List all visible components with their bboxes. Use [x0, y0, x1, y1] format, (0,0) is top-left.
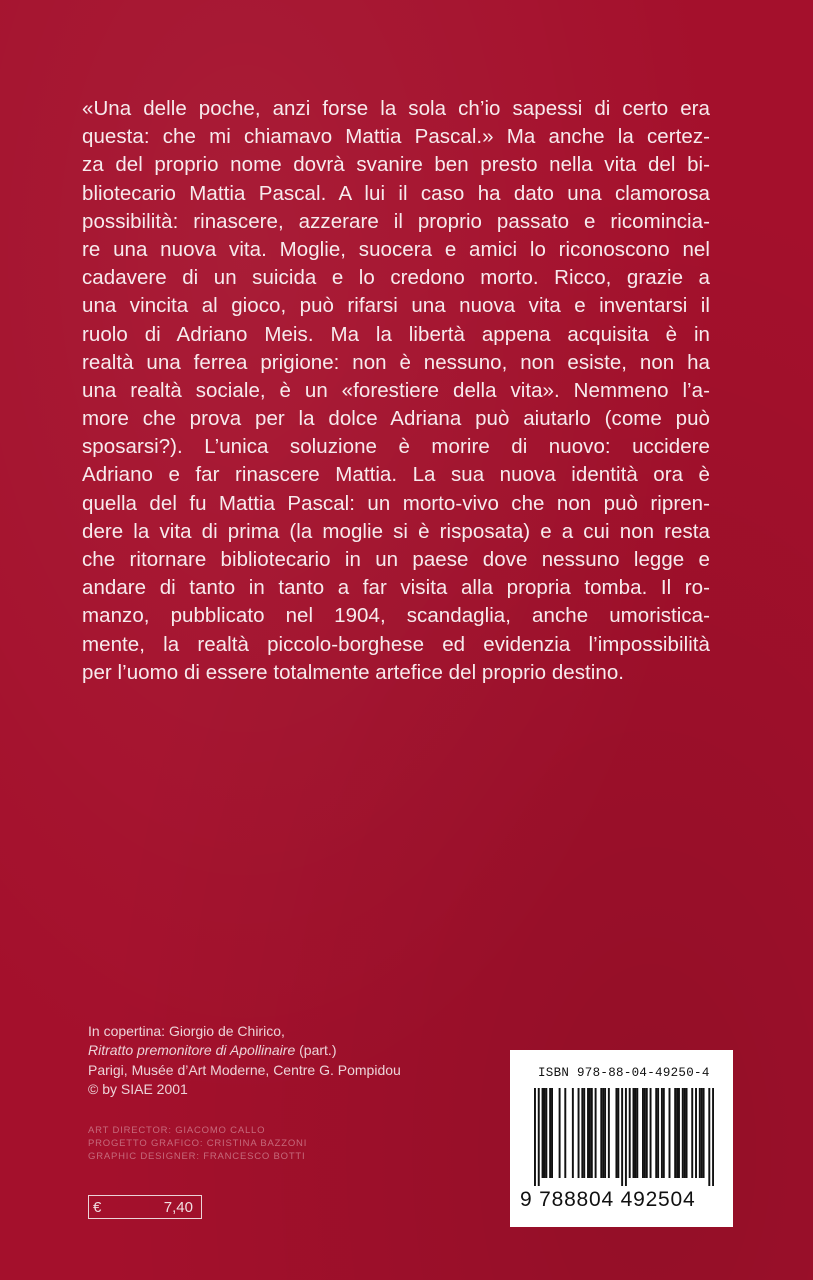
barcode-bar [543, 1088, 545, 1178]
synopsis-line: cadavere di un suicida e lo credono morto. Ricco, grazie a [82, 266, 710, 290]
barcode-bar [538, 1088, 540, 1186]
cover-artwork-title-line [88, 1041, 488, 1060]
art-director-credit: ART DIRECTOR: GIACOMO CALLO [88, 1125, 266, 1136]
synopsis-line: «Una delle poche, anzi forse la sola ch’io sapessi di certo era [82, 97, 710, 120]
barcode-bar [636, 1088, 638, 1178]
barcode-bar [644, 1088, 646, 1178]
barcode-bar [678, 1088, 680, 1178]
barcode-bar [703, 1088, 705, 1178]
cover-credit-line: In copertina: Giorgio de Chirico, [88, 1023, 285, 1039]
design-credits [88, 1124, 388, 1163]
barcode-bar [661, 1088, 663, 1178]
barcode-bar [629, 1088, 631, 1178]
barcode-bar [650, 1088, 652, 1178]
cover-credits [88, 1022, 488, 1099]
barcode-bar [545, 1088, 547, 1178]
barcode-bar [583, 1088, 585, 1178]
barcode-bar [534, 1088, 536, 1186]
synopsis-line: per l’uomo di essere totalmente artefice del proprio destino. [82, 660, 625, 684]
barcode-bar [617, 1088, 619, 1178]
synopsis-line: che ritornare bibliotecario in un paese dove nessuno legge e [82, 548, 710, 571]
synopsis-line: more che prova per la dolce Adriana può aiutarlo (come può [82, 407, 710, 431]
barcode-bar [646, 1088, 648, 1178]
synopsis-line: una realtà sociale, è un «forestiere della vita». Nemmeno l’a- [82, 378, 710, 402]
price-box [88, 1195, 202, 1219]
barcode-bar [657, 1088, 659, 1178]
synopsis-line: bliotecario Mattia Pascal. A lui il caso ha dato una clamorosa [82, 181, 710, 205]
synopsis-line: questa: che mi chiamavo Mattia Pascal.» Ma anche la certez- [82, 125, 710, 149]
barcode-bar [712, 1088, 714, 1186]
barcode-bar [600, 1088, 602, 1178]
barcode-bar [615, 1088, 617, 1178]
ean-digits: 9 788804 492504 [520, 1188, 696, 1211]
barcode-bar [625, 1088, 627, 1186]
cover-museum-line: Parigi, Musée d’Art Moderne, Centre G. Pompidou [88, 1061, 401, 1078]
barcode-icon [534, 1088, 714, 1186]
barcode-bar [655, 1088, 657, 1178]
barcode-bar [663, 1088, 665, 1178]
synopsis-line: dere la vita di prima (la moglie si è risposata) e a cui non resta [82, 519, 710, 543]
barcode-bar [691, 1088, 693, 1178]
barcode-bar [682, 1088, 684, 1178]
barcode-bar [674, 1088, 676, 1178]
synopsis-line: una vincita al gioco, può rifarsi una nuova vita e inventarsi il [82, 294, 710, 318]
euro-icon: € [93, 1198, 102, 1216]
synopsis-line: manzo, pubblicato nel 1904, scandaglia, anche umoristica- [82, 604, 710, 628]
synopsis-line: re una nuova vita. Moglie, suocera e amici lo riconoscono nel [82, 237, 710, 261]
synopsis-line: mente, la realtà piccolo-borghese ed evidenzia l’impossibilità [82, 632, 710, 656]
barcode-bar [621, 1088, 623, 1186]
barcode-panel [510, 1050, 733, 1227]
barcode-bar [608, 1088, 610, 1178]
barcode-bar [686, 1088, 688, 1178]
barcode-bar [591, 1088, 593, 1178]
barcode-bar [587, 1088, 589, 1178]
barcode-bar [695, 1088, 697, 1178]
synopsis-line: realtà una ferrea prigione: non è nessuno, non esiste, non ha [82, 350, 710, 374]
barcode-bar [684, 1088, 686, 1178]
barcode-bar [578, 1088, 580, 1178]
barcode-bar [633, 1088, 635, 1178]
barcode-bar [642, 1088, 644, 1178]
synopsis-line: Adriano e far rinascere Mattia. La sua nuova identità ora è [82, 463, 710, 487]
barcode-bar [701, 1088, 703, 1178]
copyright-line: © by SIAE 2001 [88, 1080, 188, 1097]
synopsis-line: quella del fu Mattia Pascal: un morto-vivo che non può ripren- [82, 491, 710, 515]
isbn-label: ISBN 978-88-04-49250-4 [538, 1066, 710, 1080]
barcode-bar [589, 1088, 591, 1178]
barcode-bar [602, 1088, 604, 1178]
barcode-bar [634, 1088, 636, 1178]
barcode-bar [564, 1088, 566, 1178]
synopsis-line: sposarsi?). L’unica soluzione è morire di nuovo: uccidere [82, 435, 710, 459]
barcode-bar [581, 1088, 583, 1178]
barcode-bar [542, 1088, 544, 1178]
cover-artwork-title: Ritratto premonitore di Apollinaire [88, 1042, 296, 1059]
synopsis-line: andare di tanto in tanto a far visita alla propria tomba. Il ro- [82, 576, 710, 600]
graphic-project-credit: PROGETTO GRAFICO: CRISTINA BAZZONI [88, 1138, 308, 1149]
synopsis-text [82, 95, 710, 687]
barcode-bar [604, 1088, 606, 1178]
graphic-designer-credit: GRAPHIC DESIGNER: FRANCESCO BOTTI [88, 1151, 306, 1162]
barcode-bar [708, 1088, 710, 1186]
synopsis-line: za del proprio nome dovrà svanire ben presto nella vita del bi- [82, 153, 710, 177]
barcode-bar [549, 1088, 551, 1178]
barcode-bar [595, 1088, 597, 1178]
barcode-bar [676, 1088, 678, 1178]
barcode-bar [572, 1088, 574, 1178]
synopsis-line: ruolo di Adriano Meis. Ma la libertà appena acquisita è in [82, 322, 710, 346]
synopsis-line: possibilità: rinascere, azzerare il proprio passato e ricomincia- [82, 209, 710, 233]
barcode-bar [699, 1088, 701, 1178]
cover-artwork-suffix: (part.) [295, 1042, 337, 1059]
price-amount: 7,40 [163, 1198, 193, 1216]
barcode-bar [559, 1088, 561, 1178]
barcode-bar [551, 1088, 553, 1178]
barcode-bar [669, 1088, 671, 1178]
